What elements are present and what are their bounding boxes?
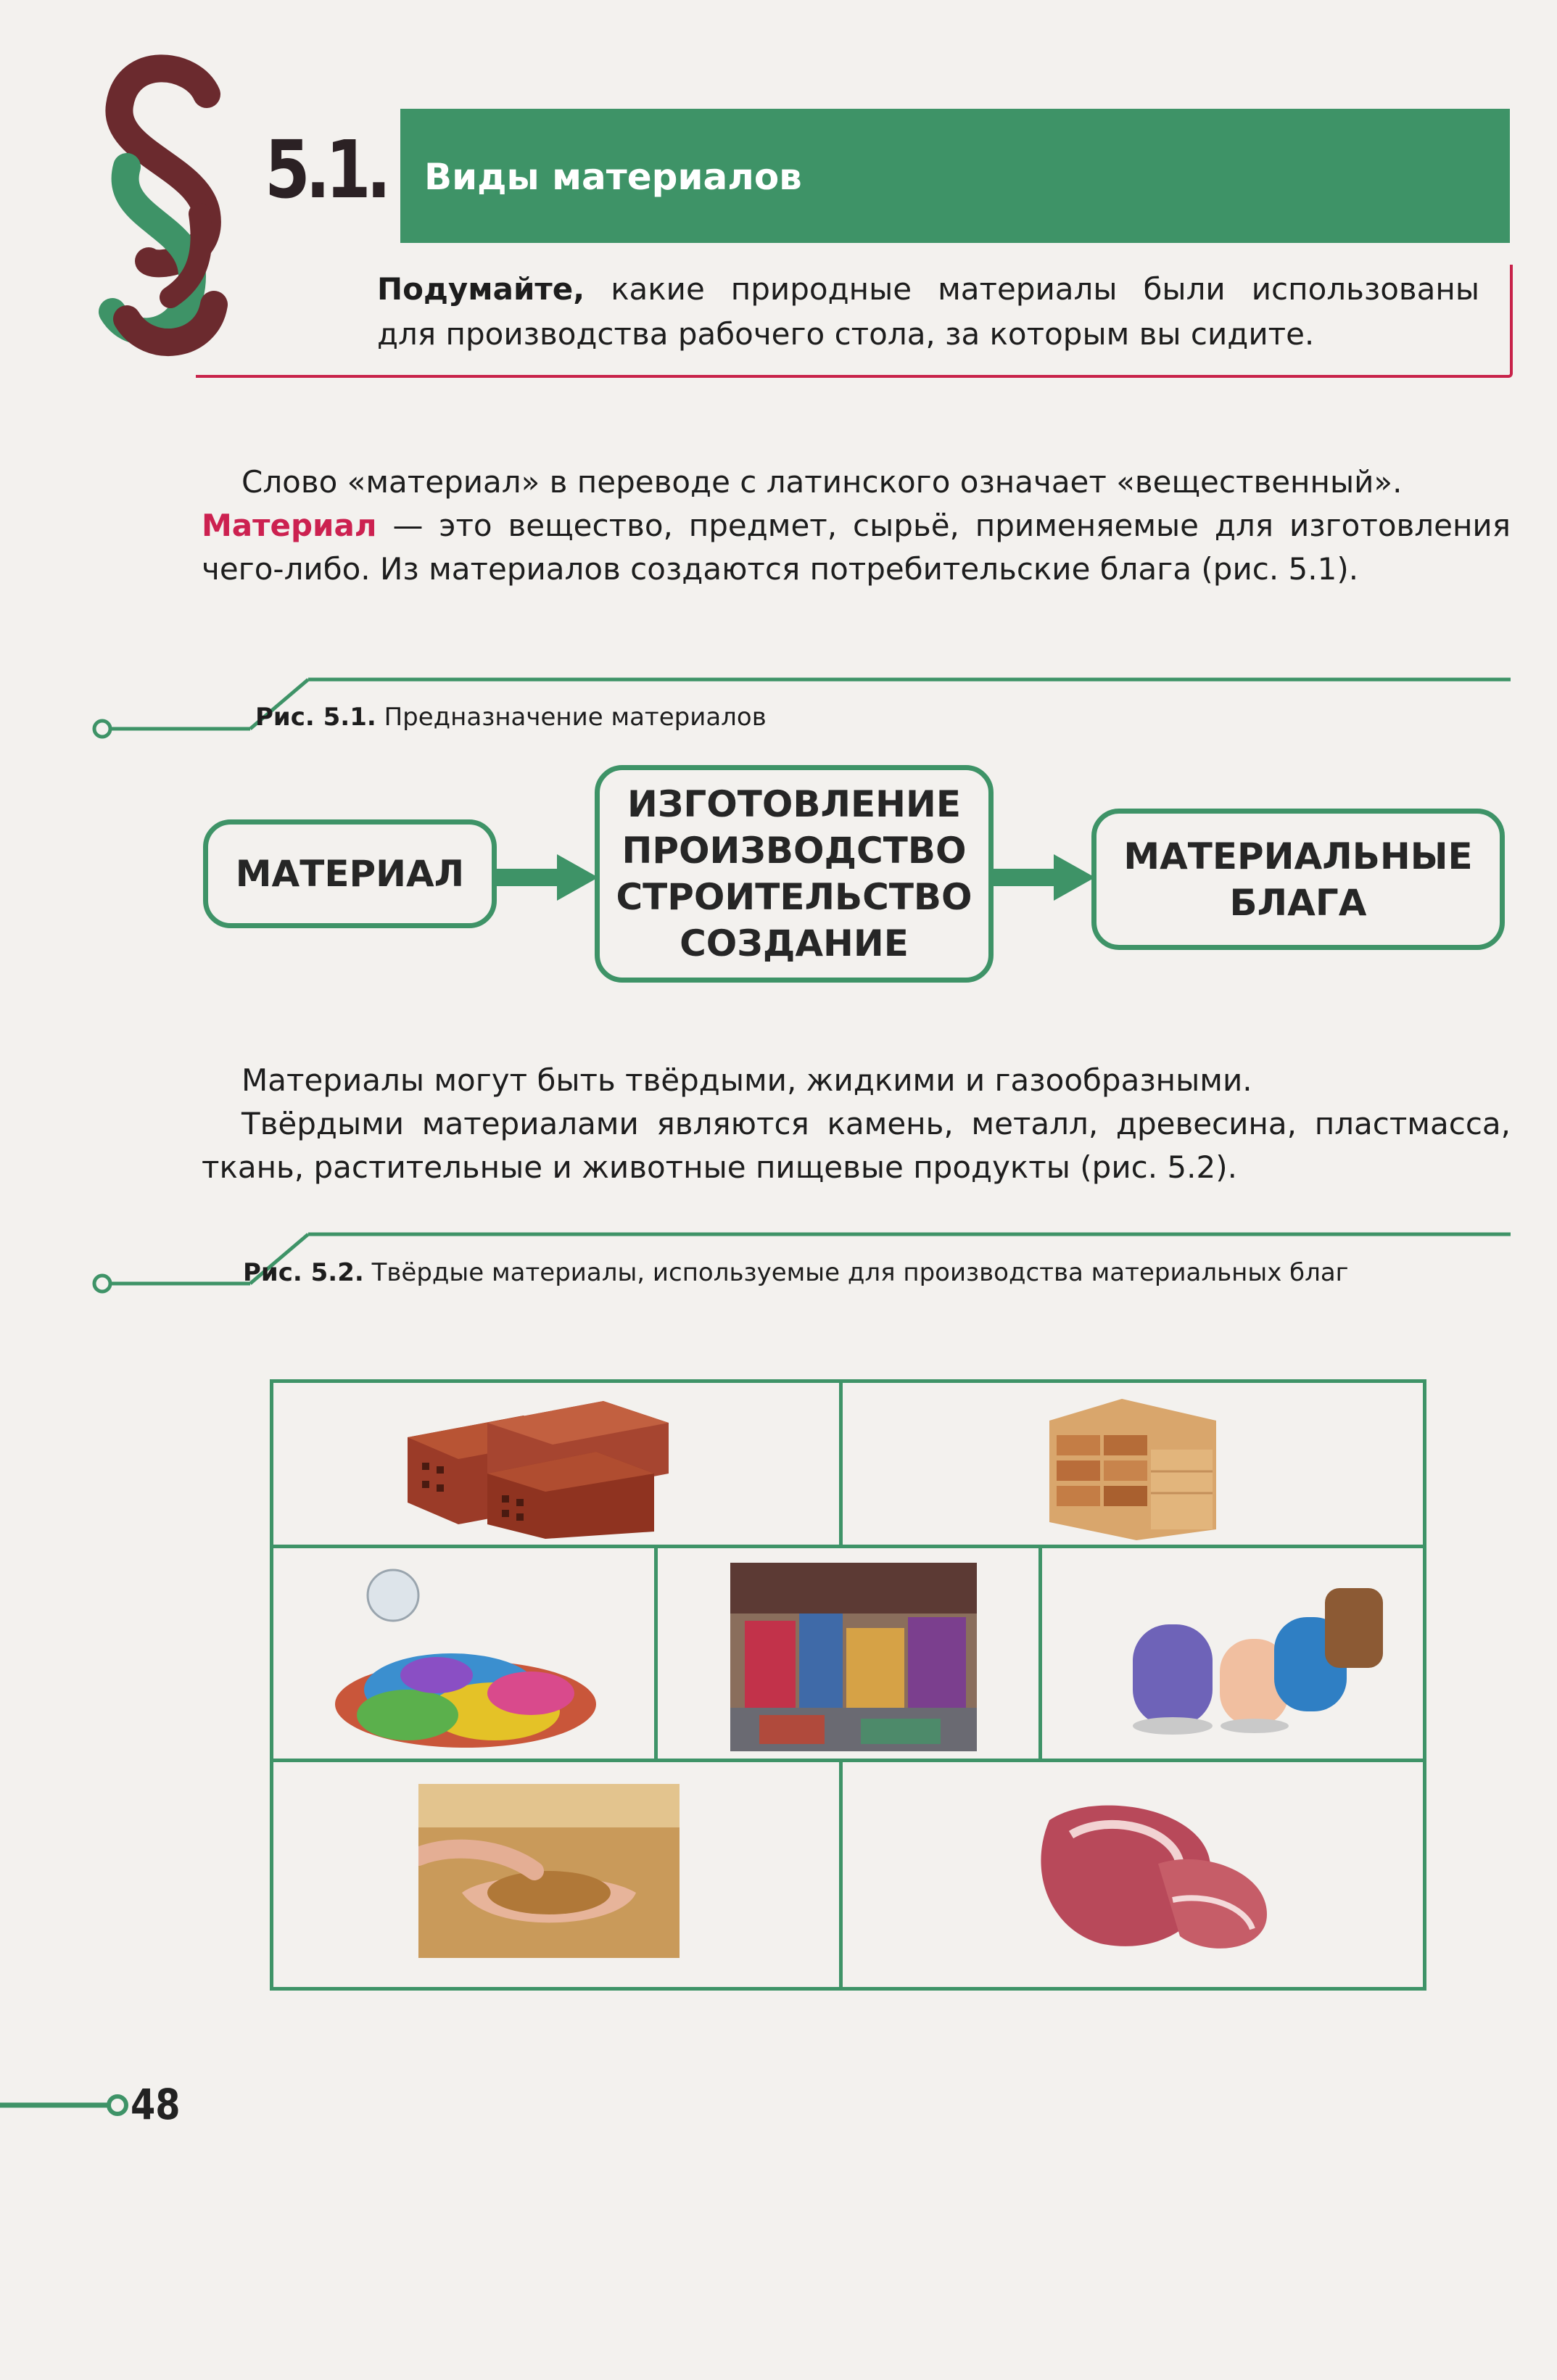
bricks-image [400,1394,676,1539]
think-line-2: для производства рабочего стола, за которым вы сидите. [377,316,1315,352]
box-goods-line-1: МАТЕРИАЛЬНЫЕ [1123,835,1473,877]
box-material: МАТЕРИАЛ [203,819,497,928]
figure2-label: Рис. 5.2. [243,1258,364,1287]
page-number-rule [0,2091,131,2120]
thread-spools-image [1126,1581,1387,1740]
grain-in-hands-image [418,1784,680,1958]
cell-meat [839,1759,1426,1991]
figure1-label: Рис. 5.1. [255,703,376,732]
figure1-caption [255,703,767,732]
box-production-line-2: ПРОИЗВОДСТВО [621,830,967,872]
states-paragraph [202,1059,1511,1189]
cell-plastic [270,1545,658,1762]
box-production-line-1: ИЗГОТОВЛЕНИЕ [627,783,961,825]
think-line1-rest: какие природные материалы были использованы [585,271,1479,307]
box-production-line-4: СОЗДАНИЕ [680,922,909,964]
page-number: 48 [131,2080,181,2129]
cell-threads [1038,1545,1426,1762]
figure2-caption-text: Твёрдые материалы, используемые для производства материальных благ [371,1258,1349,1287]
term-definition: — это вещество, предмет, сырьё, применяемые для изготовления чего-либо. Из материалов создаются потребительские блага (рис. 5.1). [202,508,1511,587]
wooden-planks-image [1049,1392,1223,1544]
materials-image-grid [270,1379,1426,2380]
raw-meat-image [1028,1791,1289,1965]
states-line-1: Материалы могут быть твёрдыми, жидкими и газообразными. [241,1062,1252,1098]
states-line-2: Твёрдыми материалами являются камень, металл, древесина, пластмасса, ткань, растительные и животные пищевые продукты (рис. 5.2). [202,1106,1511,1185]
figure2-caption [243,1258,1349,1287]
arrow-right-icon [493,848,602,906]
intro-paragraph [202,460,1511,591]
box-goods-line-2: БЛАГА [1229,881,1367,924]
intro-line-1: Слово «материал» в переводе с латинского означает «вещественный». [241,464,1403,500]
box-production [595,765,994,983]
cell-fabric [654,1545,1042,1762]
arrow-right-icon [990,848,1099,906]
think-lead: Подумайте, [377,271,585,307]
think-line-1 [377,267,1479,312]
term-material: Материал [202,508,377,543]
fabric-rolls-image [730,1563,977,1751]
plastic-pellets-image [321,1559,596,1755]
box-production-line-3: СТРОИТЕЛЬСТВО [616,876,972,918]
cell-wood [839,1379,1426,1548]
figure1-caption-text: Предназначение материалов [384,703,767,732]
box-goods [1091,809,1505,950]
section-number: 5.1. [265,123,387,216]
section-title: Виды материалов [424,156,802,198]
cell-bricks [270,1379,843,1548]
cell-grain [270,1759,843,1991]
